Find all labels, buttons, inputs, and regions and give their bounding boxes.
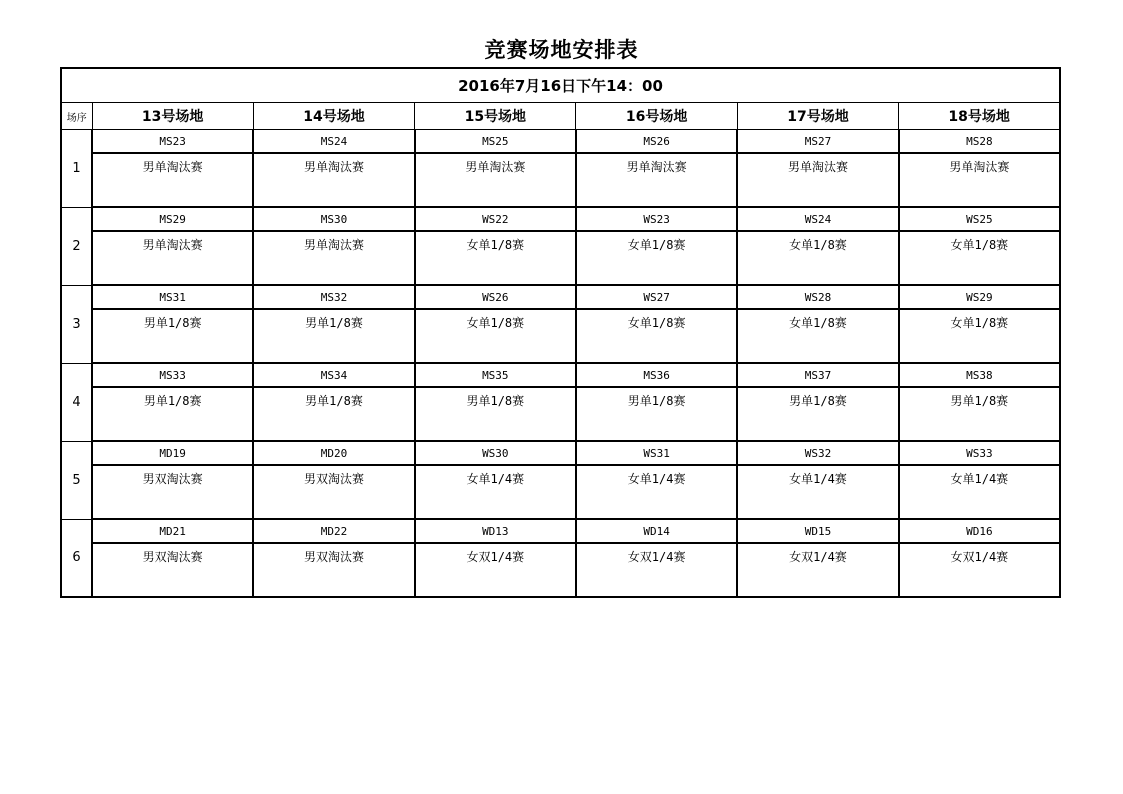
match-code-cell: MD21 [92, 519, 253, 543]
match-code-row [61, 130, 1060, 154]
event-cell: 男单1/8赛 [253, 309, 414, 363]
match-code-cell: WD13 [415, 519, 576, 543]
match-code-cell: WD15 [737, 519, 898, 543]
event-cell: 男单1/8赛 [253, 387, 414, 441]
event-cell: 男单1/8赛 [92, 309, 253, 363]
match-code-cell: MS24 [253, 130, 414, 154]
event-cell: 男双淘汰赛 [92, 465, 253, 519]
event-cell: 男单淘汰赛 [92, 153, 253, 207]
event-cell: 女双1/4赛 [899, 543, 1060, 597]
court-header: 13号场地 [92, 103, 253, 130]
event-cell: 女单1/8赛 [899, 231, 1060, 285]
event-cell: 男双淘汰赛 [253, 465, 414, 519]
page-title: 竞赛场地安排表 [484, 38, 639, 62]
event-cell: 女单1/4赛 [415, 465, 576, 519]
match-code-cell: MS25 [415, 130, 576, 154]
date-heading: 2016年7月16日下午14：00 [61, 68, 1060, 103]
event-row [61, 153, 1060, 207]
match-code-cell: MS33 [92, 363, 253, 387]
event-cell: 女双1/4赛 [576, 543, 737, 597]
court-header: 18号场地 [899, 103, 1060, 130]
event-row [61, 543, 1060, 597]
event-cell: 男单淘汰赛 [253, 231, 414, 285]
match-code-cell: WS27 [576, 285, 737, 309]
event-cell: 女单1/8赛 [737, 231, 898, 285]
match-code-cell: WS32 [737, 441, 898, 465]
seq-column-header: 场序 [61, 103, 92, 130]
event-cell: 女单1/8赛 [576, 309, 737, 363]
court-header: 17号场地 [737, 103, 898, 130]
event-cell: 女单1/8赛 [415, 231, 576, 285]
match-code-cell: MS29 [92, 207, 253, 231]
event-cell: 男单淘汰赛 [92, 231, 253, 285]
match-code-cell: MS35 [415, 363, 576, 387]
match-code-row [61, 441, 1060, 465]
round-number: 4 [61, 363, 92, 441]
court-header: 14号场地 [253, 103, 414, 130]
event-cell: 女双1/4赛 [737, 543, 898, 597]
match-code-row [61, 519, 1060, 543]
event-cell: 男单1/8赛 [415, 387, 576, 441]
event-row [61, 465, 1060, 519]
event-cell: 女单1/8赛 [737, 309, 898, 363]
match-code-cell: WS30 [415, 441, 576, 465]
event-cell: 女单1/4赛 [899, 465, 1060, 519]
event-cell: 男单淘汰赛 [415, 153, 576, 207]
match-code-cell: WS23 [576, 207, 737, 231]
date-row [61, 68, 1060, 103]
match-code-cell: WS29 [899, 285, 1060, 309]
match-code-cell: MS32 [253, 285, 414, 309]
event-cell: 男双淘汰赛 [92, 543, 253, 597]
event-row [61, 387, 1060, 441]
event-cell: 女单1/8赛 [415, 309, 576, 363]
event-cell: 男单淘汰赛 [899, 153, 1060, 207]
match-code-row [61, 285, 1060, 309]
round-number: 5 [61, 441, 92, 519]
match-code-cell: WS28 [737, 285, 898, 309]
event-cell: 女单1/8赛 [899, 309, 1060, 363]
match-code-cell: WD14 [576, 519, 737, 543]
match-code-cell: MS28 [899, 130, 1060, 154]
court-header: 16号场地 [576, 103, 737, 130]
match-code-row [61, 363, 1060, 387]
round-number: 2 [61, 207, 92, 285]
schedule-table [60, 67, 1061, 598]
match-code-cell: MS38 [899, 363, 1060, 387]
event-cell: 男双淘汰赛 [253, 543, 414, 597]
match-code-cell: MD22 [253, 519, 414, 543]
round-number: 6 [61, 519, 92, 597]
match-code-cell: MS34 [253, 363, 414, 387]
event-cell: 男单淘汰赛 [576, 153, 737, 207]
event-cell: 女单1/8赛 [576, 231, 737, 285]
match-code-cell: WS24 [737, 207, 898, 231]
match-code-row [61, 207, 1060, 231]
event-cell: 男单1/8赛 [737, 387, 898, 441]
event-cell: 男单1/8赛 [92, 387, 253, 441]
match-code-cell: WS33 [899, 441, 1060, 465]
event-cell: 男单1/8赛 [899, 387, 1060, 441]
match-code-cell: WD16 [899, 519, 1060, 543]
round-number: 3 [61, 285, 92, 363]
match-code-cell: MD20 [253, 441, 414, 465]
event-cell: 女双1/4赛 [415, 543, 576, 597]
event-cell: 男单1/8赛 [576, 387, 737, 441]
match-code-cell: MS26 [576, 130, 737, 154]
match-code-cell: MS27 [737, 130, 898, 154]
match-code-cell: WS31 [576, 441, 737, 465]
match-code-cell: MS31 [92, 285, 253, 309]
match-code-cell: WS26 [415, 285, 576, 309]
match-code-cell: WS25 [899, 207, 1060, 231]
event-row [61, 231, 1060, 285]
event-row [61, 309, 1060, 363]
court-header: 15号场地 [415, 103, 576, 130]
match-code-cell: MD19 [92, 441, 253, 465]
match-code-cell: WS22 [415, 207, 576, 231]
match-code-cell: MS36 [576, 363, 737, 387]
event-cell: 女单1/4赛 [576, 465, 737, 519]
event-cell: 女单1/4赛 [737, 465, 898, 519]
match-code-cell: MS37 [737, 363, 898, 387]
match-code-cell: MS30 [253, 207, 414, 231]
event-cell: 男单淘汰赛 [253, 153, 414, 207]
event-cell: 男单淘汰赛 [737, 153, 898, 207]
match-code-cell: MS23 [92, 130, 253, 154]
round-number: 1 [61, 130, 92, 208]
header-row [61, 103, 1060, 130]
